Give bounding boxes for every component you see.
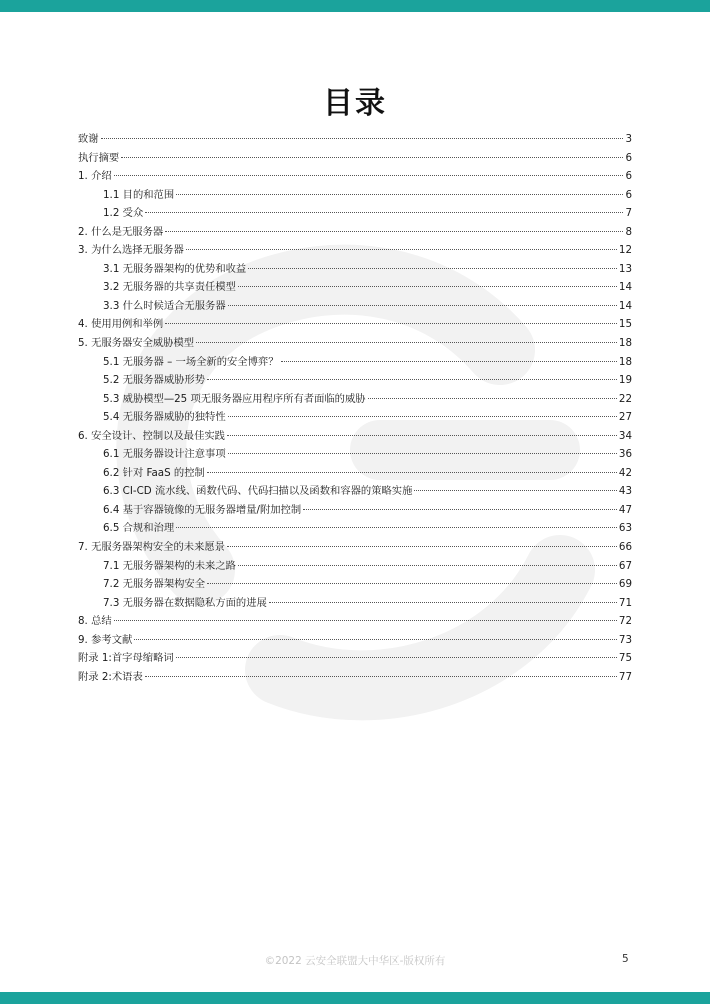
- toc-entry[interactable]: [78, 315, 632, 334]
- toc-entry-page: 36: [618, 448, 632, 461]
- toc-entry-label: 5.4 无服务器威胁的独特性: [103, 411, 226, 424]
- toc-entry-page: 77: [618, 670, 632, 683]
- toc-leader-dots: [165, 231, 623, 232]
- toc-leader-dots: [248, 268, 617, 269]
- toc-leader-dots: [101, 138, 624, 139]
- toc-entry-page: 6: [625, 151, 632, 164]
- toc-entry-page: 47: [618, 503, 632, 516]
- toc-leader-dots: [207, 583, 617, 584]
- toc-leader-dots: [207, 472, 617, 473]
- toc-entry-page: 13: [618, 262, 632, 275]
- toc-entry[interactable]: [78, 241, 632, 260]
- toc-entry-label: 致谢: [78, 133, 99, 145]
- toc-entry-page: 71: [618, 596, 632, 609]
- toc-entry-label: 6.1 无服务器设计注意事项: [103, 448, 226, 461]
- toc-entry[interactable]: [78, 482, 632, 501]
- toc-entry-label: 8. 总结: [78, 615, 112, 628]
- toc-entry-label: 3.3 什么时候适合无服务器: [103, 299, 226, 312]
- toc-leader-dots: [269, 602, 617, 603]
- toc-entry-label: 1.1 目的和范围: [103, 188, 175, 201]
- toc-entry[interactable]: [78, 668, 632, 687]
- toc-entry[interactable]: [78, 297, 632, 316]
- toc-entry-label: 5.3 威胁模型—25 项无服务器应用程序所有者面临的威胁: [103, 392, 366, 405]
- toc-entry-label: 执行摘要: [78, 151, 120, 164]
- toc-leader-dots: [145, 212, 623, 213]
- toc-entry[interactable]: [78, 612, 632, 631]
- toc-entry-page: 18: [618, 337, 632, 350]
- toc-entry-label: 附录 1:首字母缩略词: [78, 652, 174, 665]
- toc-entry-page: 75: [618, 652, 632, 665]
- toc-entry-page: 12: [618, 244, 632, 257]
- toc-entry-page: 6: [625, 170, 632, 183]
- toc-entry-page: 34: [618, 429, 632, 442]
- toc-entry-page: 69: [618, 578, 632, 591]
- toc-entry-label: 5. 无服务器安全威胁模型: [78, 337, 195, 350]
- toc-leader-dots: [228, 453, 617, 454]
- toc-entry-page: 63: [618, 522, 632, 535]
- toc-leader-dots: [303, 509, 617, 510]
- toc-entry-page: 14: [618, 299, 632, 312]
- toc-entry-page: 7: [625, 207, 632, 220]
- toc-entry-label: 1.2 受众: [103, 207, 144, 220]
- toc-entry[interactable]: [78, 464, 632, 483]
- toc-entry-page: 42: [618, 466, 632, 479]
- toc-entry-label: 6. 安全设计、控制以及最佳实践: [78, 429, 225, 442]
- toc-entry[interactable]: [78, 519, 632, 538]
- toc-entry[interactable]: [78, 408, 632, 427]
- toc-leader-dots: [238, 565, 617, 566]
- toc-entry-page: 6: [625, 188, 632, 201]
- toc-entry[interactable]: [78, 557, 632, 576]
- toc-entry[interactable]: [78, 167, 632, 186]
- toc-entry[interactable]: [78, 204, 632, 223]
- toc-entry-page: 14: [618, 281, 632, 294]
- toc-entry[interactable]: [78, 538, 632, 557]
- table-of-contents: [78, 130, 632, 686]
- toc-entry-label: 7. 无服务器架构安全的未来愿景: [78, 541, 225, 554]
- toc-entry-label: 3.1 无服务器架构的优势和收益: [103, 262, 247, 275]
- toc-entry-page: 66: [618, 541, 632, 554]
- toc-entry-page: 19: [618, 374, 632, 387]
- toc-leader-dots: [196, 342, 617, 343]
- toc-entry[interactable]: [78, 223, 632, 242]
- toc-leader-dots: [228, 416, 617, 417]
- toc-leader-dots: [176, 657, 617, 658]
- toc-entry-label: 7.1 无服务器架构的未来之路: [103, 559, 236, 572]
- toc-entry[interactable]: [78, 427, 632, 446]
- toc-entry-label: 3.2 无服务器的共享责任模型: [103, 281, 236, 294]
- toc-entry[interactable]: [78, 594, 632, 613]
- toc-entry-label: 5.1 无服务器 – 一场全新的安全博弈？: [103, 355, 279, 368]
- toc-leader-dots: [114, 175, 624, 176]
- toc-leader-dots: [207, 379, 617, 380]
- toc-entry-label: 2. 什么是无服务器: [78, 225, 164, 238]
- top-accent-bar: [0, 0, 710, 12]
- toc-leader-dots: [121, 157, 623, 158]
- toc-entry[interactable]: [78, 149, 632, 168]
- bottom-accent-bar: [0, 992, 710, 1004]
- toc-entry[interactable]: [78, 501, 632, 520]
- toc-entry[interactable]: [78, 186, 632, 205]
- toc-entry-page: 22: [618, 392, 632, 405]
- toc-entry-label: 4. 使用用例和举例: [78, 318, 164, 331]
- toc-leader-dots: [176, 527, 617, 528]
- toc-entry-page: 72: [618, 615, 632, 628]
- toc-entry-label: 6.3 CI-CD 流水线、函数代码、代码扫描以及函数和容器的策略实施: [103, 485, 413, 498]
- toc-leader-dots: [165, 323, 617, 324]
- toc-entry-page: 27: [618, 411, 632, 424]
- footer-copyright: ©2022 云安全联盟大中华区-版权所有: [264, 955, 446, 967]
- toc-entry-page: 18: [618, 355, 632, 368]
- toc-entry-label: 6.4 基于容器镜像的无服务器增量/附加控制: [103, 503, 302, 516]
- toc-entry-page: 3: [625, 133, 632, 145]
- toc-entry-label: 7.2 无服务器架构安全: [103, 578, 206, 591]
- toc-leader-dots: [228, 305, 617, 306]
- toc-entry[interactable]: [78, 334, 632, 353]
- toc-leader-dots: [281, 361, 617, 362]
- toc-leader-dots: [176, 194, 623, 195]
- toc-entry-label: 1. 介绍: [78, 170, 112, 183]
- toc-entry[interactable]: [78, 371, 632, 390]
- toc-leader-dots: [145, 676, 617, 677]
- toc-entry[interactable]: [78, 260, 632, 279]
- toc-entry-label: 7.3 无服务器在数据隐私方面的进展: [103, 596, 267, 609]
- toc-entry[interactable]: [78, 130, 632, 149]
- toc-entry[interactable]: [78, 631, 632, 650]
- toc-entry[interactable]: [78, 445, 632, 464]
- page-title: 目录: [323, 86, 387, 121]
- toc-entry-page: 15: [618, 318, 632, 331]
- toc-leader-dots: [186, 249, 617, 250]
- toc-entry[interactable]: [78, 575, 632, 594]
- toc-entry-label: 3. 为什么选择无服务器: [78, 244, 184, 257]
- toc-leader-dots: [134, 639, 617, 640]
- toc-entry-label: 6.5 合规和治理: [103, 522, 175, 535]
- toc-entry-page: 43: [618, 485, 632, 498]
- toc-entry-label: 9. 参考文献: [78, 633, 133, 646]
- footer-page-number: 5: [622, 953, 629, 965]
- toc-entry-page: 8: [625, 225, 632, 238]
- toc-entry[interactable]: [78, 649, 632, 668]
- toc-entry[interactable]: [78, 278, 632, 297]
- toc-leader-dots: [114, 620, 617, 621]
- toc-entry-label: 6.2 针对 FaaS 的控制: [103, 466, 205, 479]
- toc-entry[interactable]: [78, 390, 632, 409]
- toc-leader-dots: [368, 398, 617, 399]
- toc-entry-page: 67: [618, 559, 632, 572]
- toc-leader-dots: [414, 490, 616, 491]
- toc-entry-label: 附录 2:术语表: [78, 670, 143, 683]
- toc-entry[interactable]: [78, 353, 632, 372]
- toc-entry-label: 5.2 无服务器威胁形势: [103, 374, 206, 387]
- toc-leader-dots: [227, 546, 617, 547]
- toc-entry-page: 73: [618, 633, 632, 646]
- toc-leader-dots: [238, 286, 617, 287]
- toc-leader-dots: [227, 435, 617, 436]
